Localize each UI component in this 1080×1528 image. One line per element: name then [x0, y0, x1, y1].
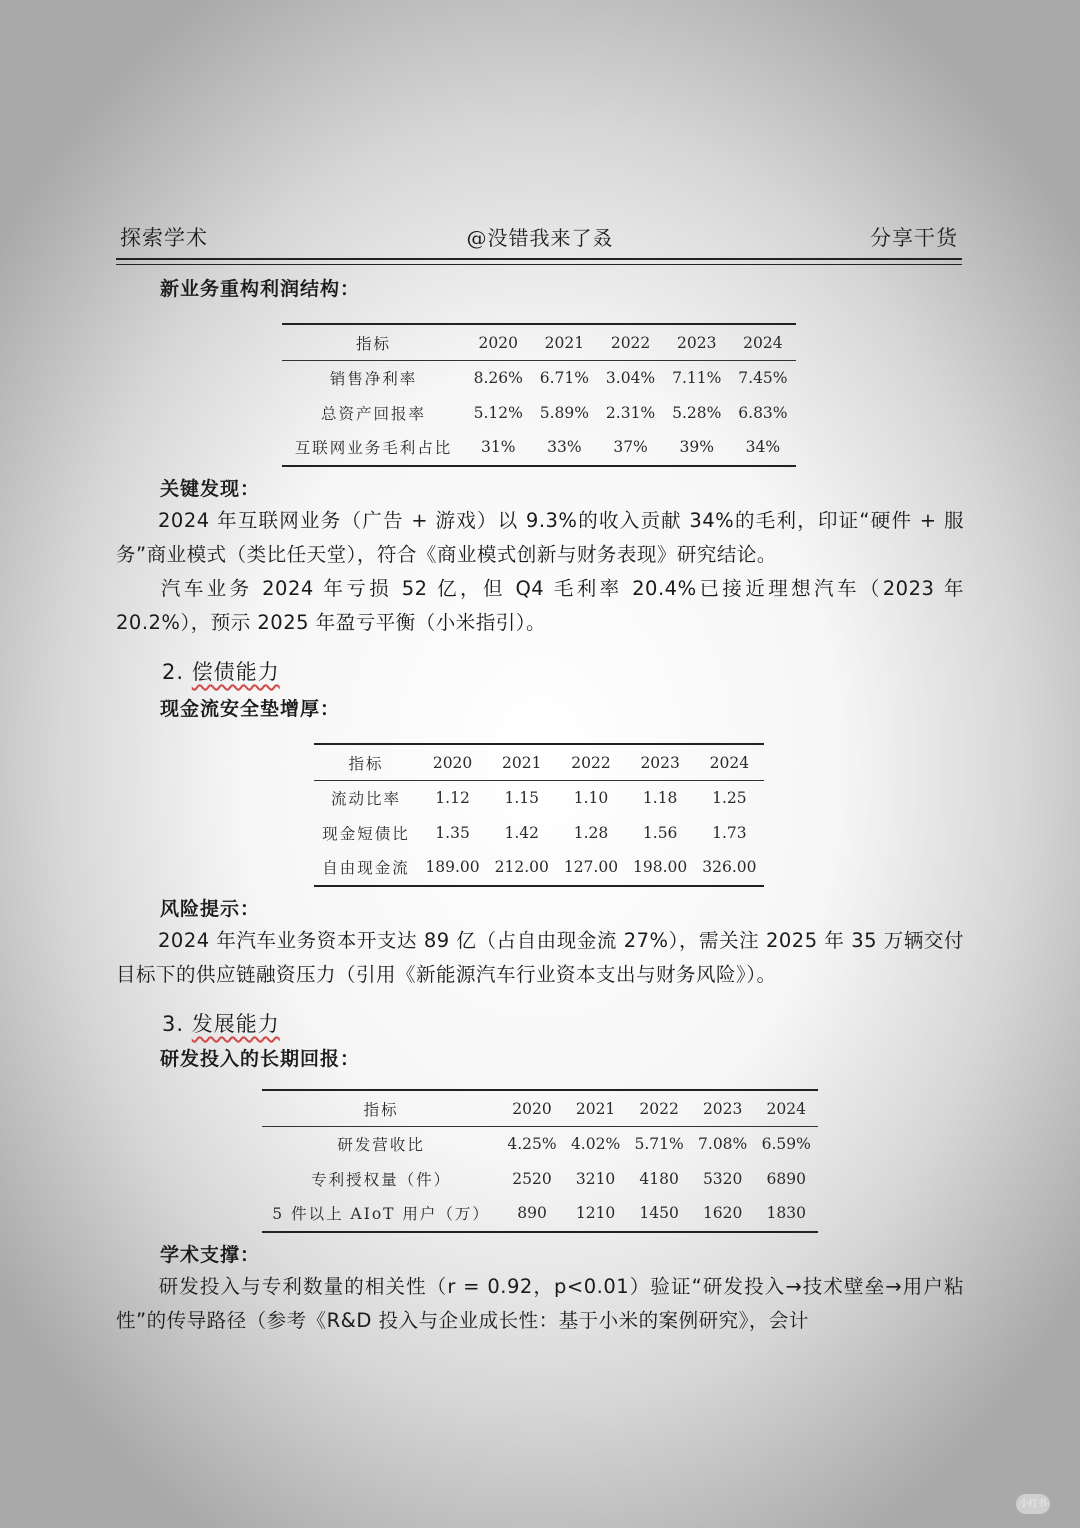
key-findings-heading: 关键发现：: [160, 478, 261, 500]
table-header-row: [314, 744, 764, 781]
table-cell: 326.00: [702, 858, 757, 877]
table-row: [314, 781, 764, 816]
table-row: [314, 850, 764, 886]
header-author-handle: @没错我来了叒: [466, 226, 614, 250]
table-cell: 2.31%: [605, 403, 656, 422]
table-cell: 1210: [575, 1204, 616, 1223]
row-label: 研发营收比: [337, 1136, 425, 1155]
table-cell: 1.28: [573, 823, 609, 842]
row-label: 5 件以上 AIoT 用户（万）: [272, 1205, 490, 1224]
column-header-indicator: 指标: [348, 754, 384, 773]
row-label: 互联网业务毛利占比: [294, 439, 453, 458]
table-cell: 6.83%: [738, 403, 788, 422]
profitability-table: [282, 323, 796, 467]
table-cell: 890: [517, 1204, 547, 1223]
profit-structure-heading: 新业务重构利润结构：: [160, 278, 361, 300]
column-header-indicator: 指标: [363, 1100, 399, 1119]
section-2-title: 2. 偿债能力: [162, 660, 280, 684]
table-cell: 189.00: [425, 858, 480, 877]
table-cell: 34%: [745, 438, 781, 457]
header-rule-thick: [116, 258, 962, 260]
table-cell: 1.56: [642, 823, 678, 842]
row-label: 销售净利率: [329, 370, 418, 389]
table-row: [282, 361, 796, 396]
table-cell: 7.08%: [698, 1135, 748, 1154]
table-cell: 1.12: [435, 789, 470, 808]
table-cell: 1.10: [573, 789, 609, 808]
table-cell: 5.71%: [634, 1135, 684, 1154]
table-cell: 3.04%: [605, 369, 656, 388]
growth-table: [262, 1089, 818, 1233]
table-cell: 37%: [613, 438, 648, 457]
table-cell: 1.73: [712, 823, 747, 842]
column-header-year: 2020: [512, 1099, 552, 1118]
row-label: 现金短债比: [322, 824, 410, 843]
table-cell: 6890: [766, 1169, 806, 1188]
row-label: 流动比率: [330, 790, 401, 809]
table-cell: 33%: [547, 438, 582, 457]
table-cell: 212.00: [494, 858, 549, 877]
support-paragraph: 研发投入与专利数量的相关性（r = 0.92，p<0.01）验证“研发投入→技术壁垒→用户粘性”的传导路径（参考《R&D 投入与企业成长性：基于小米的案例研究》，会计: [116, 1275, 964, 1332]
table-cell: 7.11%: [672, 369, 722, 388]
column-header-year: 2022: [610, 333, 651, 352]
table-cell: 1620: [702, 1204, 743, 1223]
table-cell: 39%: [679, 438, 714, 457]
cash-flow-heading: 现金流安全垫增厚：: [160, 698, 341, 720]
column-header-year: 2024: [743, 333, 783, 352]
table-cell: 1.15: [504, 789, 540, 808]
column-header-year: 2024: [709, 753, 750, 772]
table-cell: 5320: [702, 1169, 743, 1188]
table-cell: 1830: [766, 1204, 806, 1223]
table-cell: 1.25: [712, 789, 747, 808]
risk-paragraph: 2024 年汽车业务资本开支达 89 亿（占自由现金流 27%），需关注 2025 年 35 万辆交付目标下的供应链融资压力（引用《新能源汽车行业资本支出与财务风险》）。: [116, 929, 964, 986]
table-row: [314, 816, 764, 851]
table-cell: 1450: [639, 1204, 679, 1223]
column-header-year: 2021: [544, 333, 585, 352]
column-header-year: 2024: [766, 1099, 806, 1118]
table-header-row: [282, 324, 796, 361]
column-header-year: 2020: [432, 753, 473, 772]
table-cell: 7.45%: [738, 369, 788, 388]
table-cell: 4.02%: [570, 1135, 621, 1154]
table-cell: 198.00: [633, 858, 688, 877]
table-row: [282, 396, 796, 431]
header-right-text: 分享干货: [870, 226, 958, 250]
header-left-text: 探索学术: [120, 226, 208, 250]
table-cell: 5.89%: [539, 403, 589, 422]
column-header-year: 2022: [639, 1099, 679, 1118]
table-cell: 4.25%: [507, 1135, 557, 1154]
table-cell: 2520: [512, 1169, 552, 1188]
finding-paragraph-1: 2024 年互联网业务（广告 + 游戏）以 9.3%的收入贡献 34%的毛利，印证“硬件 + 服务”商业模式（类比任天堂），符合《商业模式创新与财务表现》研究结论。: [116, 509, 964, 566]
finding-paragraph-2: 汽车业务 2024 年亏损 52 亿，但 Q4 毛利率 20.4%已接近理想汽车（2023 年 20.2%），预示 2025 年盈亏平衡（小米指引）。: [116, 577, 964, 634]
table-row: [262, 1127, 818, 1162]
table-row: [262, 1196, 818, 1232]
table-cell: 1.42: [504, 823, 540, 842]
column-header-year: 2021: [575, 1099, 616, 1118]
table-cell: 31%: [480, 438, 516, 457]
table-row: [282, 430, 796, 466]
row-label: 自由现金流: [322, 859, 410, 878]
table-cell: 6.59%: [761, 1135, 811, 1154]
table-cell: 3210: [575, 1169, 616, 1188]
column-header-year: 2022: [571, 753, 611, 772]
rd-return-heading: 研发投入的长期回报：: [160, 1048, 361, 1070]
table-cell: 1.35: [435, 823, 470, 842]
section-3-title: 3. 发展能力: [162, 1012, 280, 1036]
table-cell: 8.26%: [473, 369, 523, 388]
watermark-badge: 小红书: [1016, 1494, 1050, 1514]
column-header-indicator: 指标: [356, 334, 392, 353]
table-cell: 127.00: [563, 858, 619, 877]
column-header-year: 2023: [702, 1099, 743, 1118]
table-header-row: [262, 1090, 818, 1127]
table-row: [262, 1162, 818, 1197]
academic-support-heading: 学术支撑：: [160, 1244, 261, 1266]
table-cell: 1.18: [642, 789, 678, 808]
column-header-year: 2023: [640, 753, 680, 772]
table-cell: 6.71%: [539, 369, 589, 388]
table-cell: 5.28%: [672, 403, 722, 422]
column-header-year: 2023: [677, 333, 717, 352]
risk-heading: 风险提示：: [160, 898, 261, 920]
row-label: 总资产回报率: [321, 404, 427, 423]
column-header-year: 2021: [502, 753, 542, 772]
solvency-table: [314, 743, 764, 887]
header-rule-thin: [116, 264, 962, 265]
row-label: 专利授权量（件）: [311, 1170, 452, 1189]
table-cell: 4180: [639, 1169, 679, 1188]
column-header-year: 2020: [478, 333, 518, 352]
table-cell: 5.12%: [473, 403, 523, 422]
